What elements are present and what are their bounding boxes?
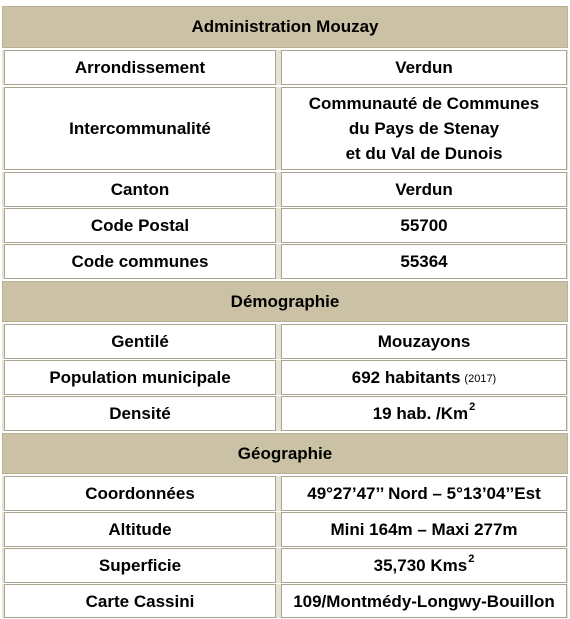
row-value: Mouzayons (281, 324, 567, 359)
row-label: Carte Cassini (4, 584, 276, 618)
table-row (2, 512, 568, 547)
row-value (281, 360, 567, 395)
table-row (2, 172, 568, 207)
row-label: Altitude (4, 512, 276, 547)
population-year: (2017) (464, 373, 497, 385)
table-row (2, 584, 568, 618)
row-value: Verdun (281, 50, 567, 85)
table-row (2, 50, 568, 85)
table-row (2, 324, 568, 359)
table-row (2, 244, 568, 279)
row-label: Code Postal (4, 208, 276, 243)
densite-value: 19 hab. /Km (372, 404, 469, 423)
population-value: 692 habitants (351, 368, 461, 387)
row-value: 55700 (281, 208, 567, 243)
row-value: 49°27’47’’ Nord – 5°13’04’’Est (281, 476, 567, 511)
row-label: Superficie (4, 548, 276, 583)
value-line: Communauté de Communes (308, 94, 540, 113)
superscript: 2 (468, 553, 475, 565)
row-value: 109/Montmédy-Longwy-Bouillon (281, 584, 567, 618)
superficie-value: 35,730 Kms (373, 556, 468, 575)
section-header-text: Géographie (237, 443, 333, 463)
row-value (281, 396, 567, 431)
table-row (2, 360, 568, 395)
table-row (2, 548, 568, 583)
table-title-text: Administration Mouzay (191, 17, 379, 36)
row-label: Intercommunalité (4, 87, 276, 170)
table-row (2, 87, 568, 170)
row-value (281, 548, 567, 583)
value-line: du Pays de Stenay (348, 119, 500, 138)
table-row (2, 476, 568, 511)
row-label: Densité (4, 396, 276, 431)
row-label: Code communes (4, 244, 276, 279)
section-header-text: Démographie (230, 291, 340, 311)
row-value: 55364 (281, 244, 567, 279)
row-label: Canton (4, 172, 276, 207)
table-row (2, 208, 568, 243)
section-header-geographie (2, 433, 568, 474)
table-row (2, 396, 568, 431)
table-title (2, 6, 568, 48)
value-line: et du Val de Dunois (345, 144, 503, 163)
row-label: Population municipale (4, 360, 276, 395)
row-value: Mini 164m – Maxi 277m (281, 512, 567, 547)
section-header-demographie (2, 281, 568, 322)
row-label: Arrondissement (4, 50, 276, 85)
row-label: Coordonnées (4, 476, 276, 511)
row-label: Gentilé (4, 324, 276, 359)
row-value: Verdun (281, 172, 567, 207)
row-value-multiline (281, 87, 567, 170)
superscript: 2 (469, 401, 476, 413)
